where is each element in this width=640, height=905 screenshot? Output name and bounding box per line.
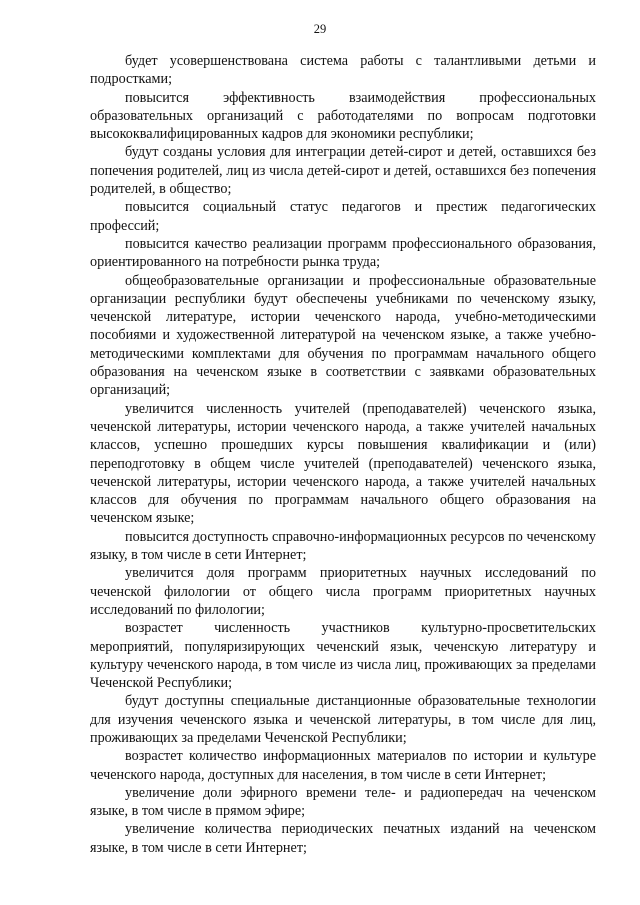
paragraph-cultural-events: возрастет численность участников культурно-просветительских мероприятий, популяризирующих чеченский язык, чеченскую литературу и культуру чеченского народа, в том числе из числа лиц, проживающих за пределами Чеченской Республики; [90,620,596,692]
paragraph-teacher-training: увеличится численность учителей (преподавателей) чеченского языка, чеченской литературы, истории чеченского народа, а также учителей начальных классов, успешно прошедших курсы повышения квалификации и (или) переподготовку в общем числе учителей (преподавателей) чеченского языка, чеченской литературы, истории чеченского народа, а также учителей начальных классов для обучения по программам начального общего образования на чеченском языке; [90,400,596,527]
paragraph-distance-learning: будут доступны специальные дистанционные образовательные технологии для изучения чеченского языка и чеченской литературы, в том числе для лиц, проживающих за пределами Чеченской Республики; [90,693,596,746]
paragraph-information-materials: возрастет количество информационных материалов по истории и культуре чеченского народа, доступных для населения, в том числе в сети Интернет; [90,748,596,783]
page-number: 29 [313,22,327,36]
paragraph-research-share: увеличится доля программ приоритетных научных исследований по чеченской филологии от общего числа программ приоритетных научных исследований по филологии; [90,565,596,618]
paragraph-employer-interaction: повысится эффективность взаимодействия профессиональных образовательных организаций с работодателями по вопросам подготовки высококвалифицированных кадров для экономики республики; [90,89,596,143]
paragraph-periodicals: увеличение количества периодических печатных изданий на чеченском языке, в том числе в сети Интернет; [90,821,596,856]
paragraph-broadcast-time: увеличение доли эфирного времени теле- и радиопередач на чеченском языке, в том числе в прямом эфире; [90,784,596,820]
document-body [90,52,596,857]
paragraph-teacher-status: повысится социальный статус педагогов и престиж педагогических профессий; [90,199,596,234]
paragraph-orphans-integration: будут созданы условия для интеграции детей-сирот и детей, оставшихся без попечения родителей, лиц из числа детей-сирот и детей, оставшихся без попечения родителей, в общество; [90,144,596,198]
paragraph-textbooks: общеобразовательные организации и профессиональные образовательные организации республики будут обеспечены учебниками по чеченскому языку, чеченской литературе, истории чеченского народа, учебно-методическими пособиями и художественной литературой на чеченском языке, а также учебно-методическими комплектами для обучения по программам начального общего образования на чеченском языке в соответствии с заявками образовательных организаций; [90,272,596,399]
paragraph-reference-resources: повысится доступность справочно-информационных ресурсов по чеченскому языку, в том числе в сети Интернет; [90,528,596,564]
paragraph-education-quality: повысится качество реализации программ профессионального образования, ориентированного на потребности рынка труда; [90,235,596,271]
paragraph-talented-children: будет усовершенствована система работы с талантливыми детьми и подростками; [90,53,596,88]
